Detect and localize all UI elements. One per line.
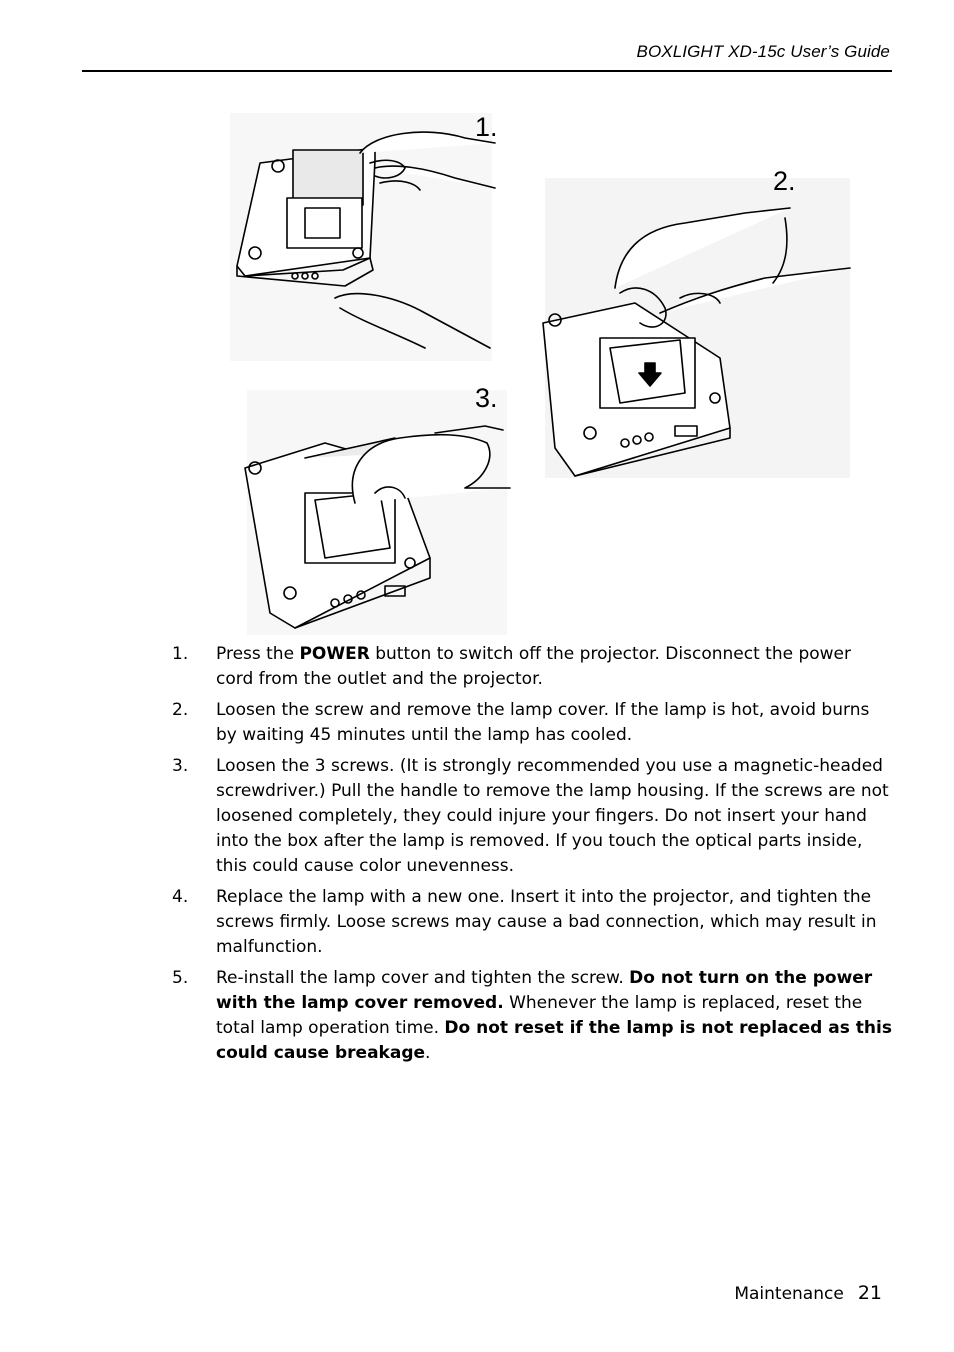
lamp-replacement-illustration: [225, 108, 855, 638]
page-footer: [734, 1282, 882, 1304]
procedure-step: [172, 698, 892, 748]
page-number: 21: [857, 1282, 882, 1304]
procedure-steps: [172, 642, 892, 1072]
procedure-step: [172, 885, 892, 960]
step-number: 3.: [172, 756, 189, 776]
step-number: 1.: [172, 644, 189, 664]
header-rule: [82, 70, 892, 72]
footer-section-name: Maintenance: [734, 1284, 844, 1304]
procedure-step: [172, 966, 892, 1066]
step-text: Loosen the screw and remove the lamp cover. If the lamp is hot, avoid burns by waiting 45 minutes until the lamp has cooled.: [216, 700, 870, 745]
figure-step-label-1: 1.: [475, 112, 498, 142]
figure-step-label-2: 2.: [773, 166, 796, 196]
step-text: Press the POWER button to switch off the projector. Disconnect the power cord from the outlet and the projector.: [216, 644, 851, 689]
procedure-step: [172, 754, 892, 879]
step-text: Replace the lamp with a new one. Insert it into the projector, and tighten the screws firmly. Loose screws may cause a bad connection, which may result in malfunction.: [216, 887, 877, 957]
running-header-title: BOXLIGHT XD-15c User’s Guide: [636, 42, 890, 61]
step-number: 5.: [172, 968, 189, 988]
figure-step-label-3: 3.: [475, 383, 498, 413]
step-number: 4.: [172, 887, 189, 907]
step-text: Re-install the lamp cover and tighten the screw. Do not turn on the power with the lamp cover removed. Whenever the lamp is replaced, reset the total lamp operation time. Do not reset if the lamp is not replaced as this could cause breakage.: [216, 968, 892, 1063]
lamp-replacement-figure: [225, 108, 855, 638]
step-number: 2.: [172, 700, 189, 720]
procedure-step: [172, 642, 892, 692]
step-text: Loosen the 3 screws. (It is strongly recommended you use a magnetic-headed screwdriver.) Pull the handle to remove the lamp housing. If the screws are not loosened completely, they could injure your fingers. Do not insert your hand into the box after the lamp is removed. If you touch the optical parts inside, this could cause color unevenness.: [216, 756, 889, 876]
